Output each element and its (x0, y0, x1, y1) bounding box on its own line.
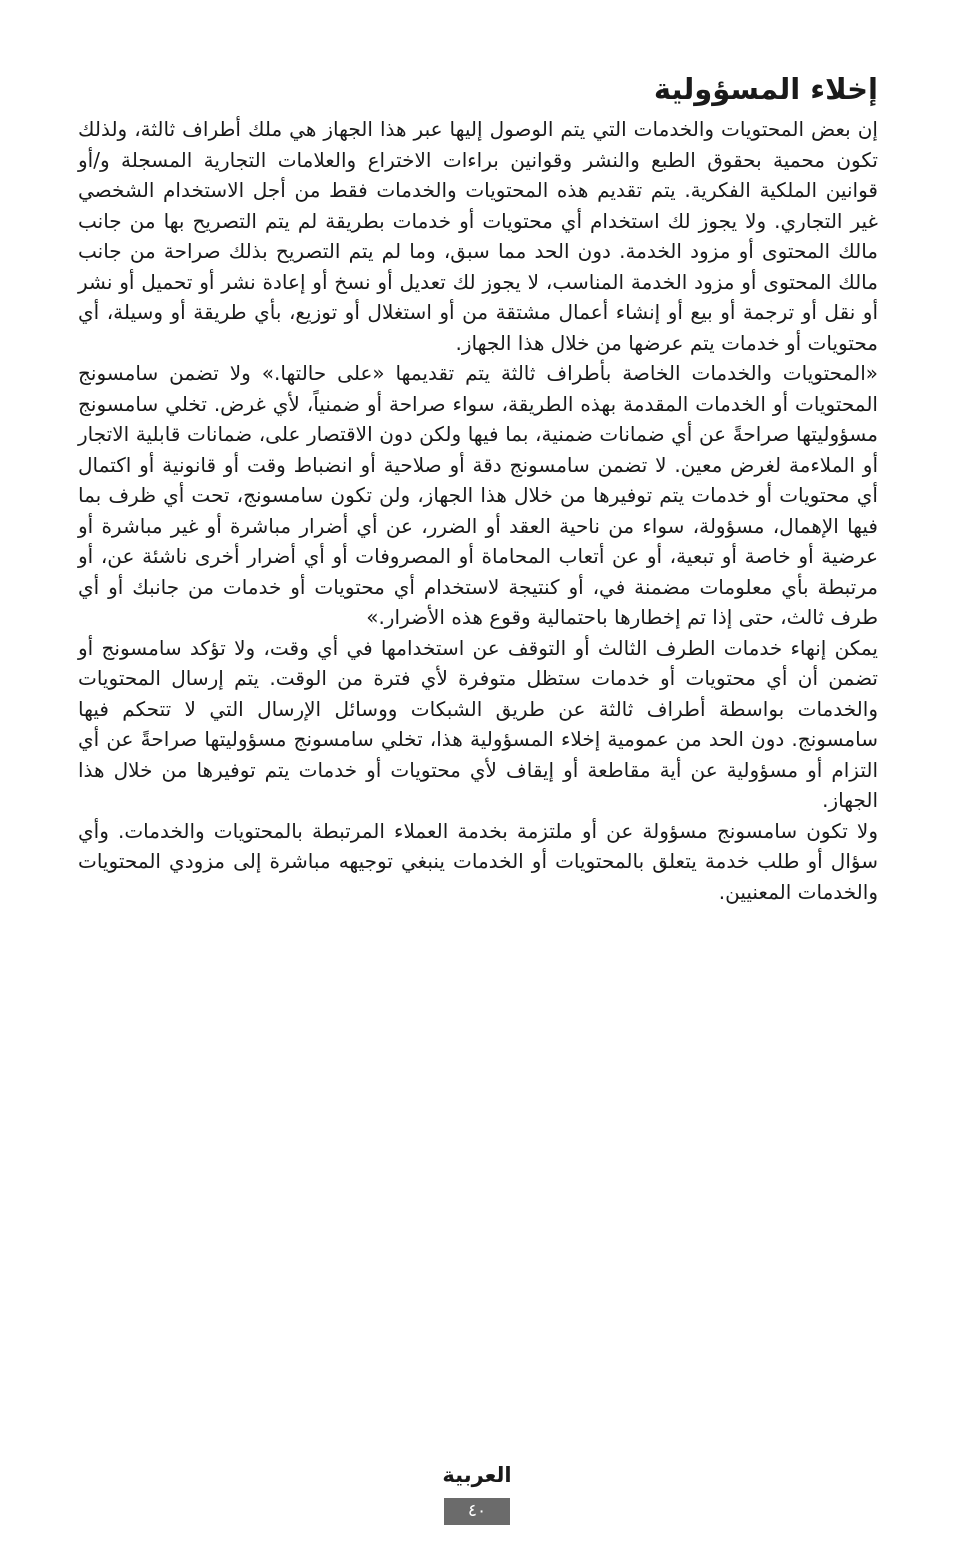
paragraph-customer-service: ولا تكون سامسونج مسؤولة عن أو ملتزمة بخدمة العملاء المرتبطة بالمحتويات والخدمات. وأي سؤال أو طلب خدمة يتعلق بالمحتويات أو الخدمات ينبغي توجيهه مباشرة إلى مزودي المحتويات والخدمات المعنيين. (78, 818, 878, 904)
page-number-badge: ٤٠ (444, 1498, 510, 1525)
paragraph-as-is-warranty: «المحتويات والخدمات الخاصة بأطراف ثالثة يتم تقديمها «على حالتها.» ولا تضمن سامسونج المحتويات أو الخدمات المقدمة بهذه الطريقة، سواء صراحة أو ضمنياً، لأي غرض. تخلي سامسونج مسؤوليتها صراحةً عن أي ضمانات ضمنية، بما فيها ولكن دون الاقتصار على، ضمانات قابلية الاتجار أو الملاءمة لغرض معين. لا تضمن سامسونج دقة أو صلاحية أو انضباط وقت أو قانونية أو اكتمال أي محتويات أو خدمات يتم توفيرها من خلال هذا الجهاز، ولن تكون سامسونج، تحت أي ظرف بما فيها الإهمال، مسؤولة، سواء من ناحية العقد أو الضرر، عن أي أضرار مباشرة أو غير مباشرة أو عرضية أو خاصة أو تبعية، أو عن أتعاب المحاماة أو المصروفات أو أي أضرار أخرى ناشئة عن، أو مرتبطة بأي معلومات مضمنة في، أو كنتيجة لاستخدام أي محتويات أو خدمات من جانبك أو أي طرف ثالث، حتى إذا تم إخطارها باحتمالية وقوع هذه الأضرار.» (78, 361, 878, 629)
page-title: إخلاء المسؤولية (653, 72, 878, 106)
footer-language-label: العربية (442, 1463, 512, 1487)
page-footer (0, 1460, 954, 1525)
disclaimer-section (78, 68, 878, 907)
paragraph-third-party-content: إن بعض المحتويات والخدمات التي يتم الوصول إليها عبر هذا الجهاز هي ملك أطراف ثالثة، ولذلك تكون محمية بحقوق الطبع والنشر وقوانين براءات الاختراع والعلامات التجارية المسجلة و/أو قوانين الملكية الفكرية. يتم تقديم هذه المحتويات والخدمات فقط من أجل الاستخدام الشخصي غير التجاري. ولا يجوز لك استخدام أي محتويات أو خدمات بطريقة لم يتم التصريح بها من جانب مالك المحتوى أو مزود الخدمة. دون الحد مما سبق، وما لم يتم التصريح بذلك صراحة من جانب مالك المحتوى أو مزود الخدمة المناسب، لا يجوز لك تعديل أو نسخ أو إعادة نشر أو تحميل أو نشر أو نقل أو ترجمة أو بيع أو إنشاء أعمال مشتقة من أو استغلال أو توزيع، بأي طريقة أو وسيلة، أي محتويات أو خدمات يتم عرضها من خلال هذا الجهاز. (78, 117, 878, 355)
paragraph-service-termination: يمكن إنهاء خدمات الطرف الثالث أو التوقف عن استخدامها في أي وقت، ولا تؤكد سامسونج أو تضمن أن أي محتويات أو خدمات ستظل متوفرة لأي فترة من الوقت. يتم إرسال المحتويات والخدمات بواسطة أطراف ثالثة عن طريق الشبكات ووسائل الإرسال التي لا تتحكم فيها سامسونج. دون الحد من عمومية إخلاء المسؤولية هذا، تخلي سامسونج مسؤوليتها صراحةً عن أي التزام أو مسؤولية عن أية مقاطعة أو إيقاف لأي محتويات أو خدمات يتم توفيرها من خلال هذا الجهاز. (78, 635, 878, 812)
